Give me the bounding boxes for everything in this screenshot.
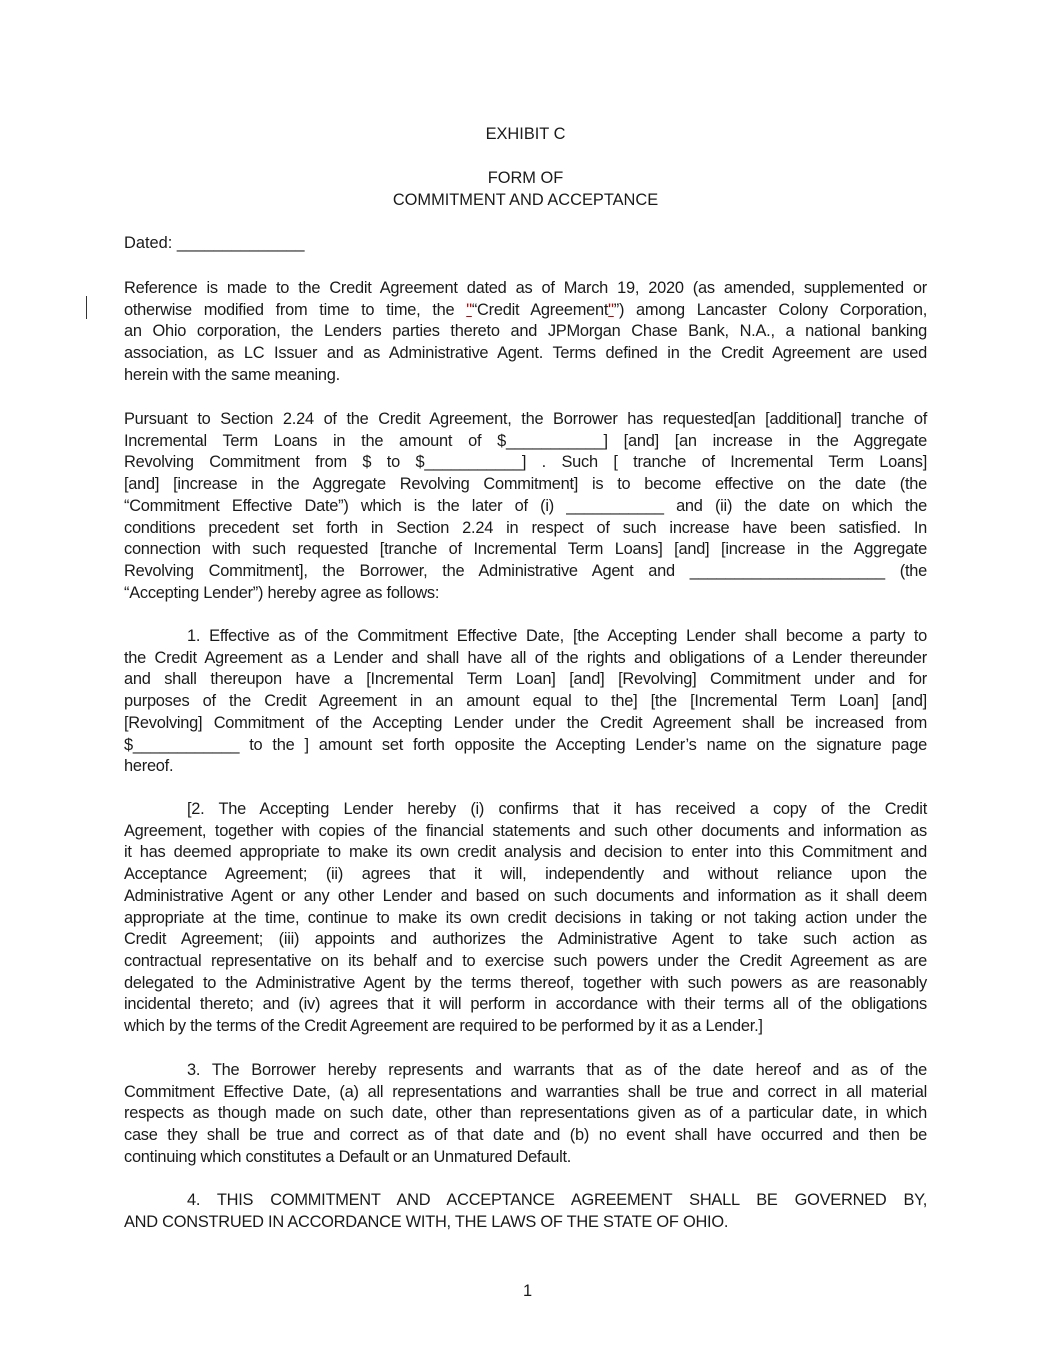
text-line: purposes of the Credit Agreement in an amount equal to the] [the [Incremental Term Loan] [and]: [124, 692, 927, 711]
text-line: AND CONSTRUED IN ACCORDANCE WITH, THE LAWS OF THE STATE OF OHIO.: [124, 1212, 729, 1231]
text-line: it has deemed appropriate to make its own credit analysis and decision to enter into this Commitment and: [124, 843, 927, 862]
text-line: 3. The Borrower hereby represents and warrants that as of the date hereof and as of the: [187, 1061, 927, 1079]
exhibit-title: EXHIBIT C: [485, 125, 566, 143]
text-line: conditions precedent set forth in Section 2.24 in respect of such increase have been satisfied. In: [124, 518, 927, 537]
text-line: Pursuant to Section 2.24 of the Credit Agreement, the Borrower has requested[an [additional] tranche of: [124, 410, 927, 428]
section-2-paragraph: [124, 799, 927, 1038]
text-line: Administrative Agent or any other Lender and based on such documents and information as it shall deem: [124, 886, 927, 905]
text-line: [Revolving] Commitment of the Accepting Lender under the Credit Agreement shall be increased from: [124, 713, 927, 732]
text-line: incidental thereto; and (iv) agrees that it will perform in accordance with their terms all of the obligations: [124, 995, 927, 1014]
text-line: Reference is made to the Credit Agreement dated as of March 19, 2020 (as amended, supplemented or: [124, 279, 927, 297]
text-line: contractual representative on its behalf and to exercise such powers under the Credit Agreement as are: [124, 951, 927, 970]
section-1-paragraph: [124, 626, 927, 778]
section-3-paragraph: [124, 1060, 927, 1169]
text-line: Revolving Commitment], the Borrower, the Administrative Agent and ______________________ (the: [124, 561, 927, 580]
text-line: Incremental Term Loans in the amount of $___________] [and] [an increase in the Aggregate: [124, 431, 927, 450]
section-4-paragraph: [124, 1190, 927, 1233]
text-line: connection with such requested [tranche of Incremental Term Loans] [and] [increase in the Aggregate: [124, 540, 927, 559]
text-line: “Accepting Lender”) hereby agree as follows:: [124, 583, 440, 602]
text-line: continuing which constitutes a Default or an Unmatured Default.: [124, 1147, 572, 1166]
text-line: Revolving Commitment from $ to $___________] . Such [ tranche of Incremental Term Loans]: [124, 453, 927, 472]
paragraph-pursuant: [124, 409, 927, 604]
text-line: which by the terms of the Credit Agreement are required to be performed by it as a Lender.]: [124, 1017, 763, 1036]
text-line: Agreement, together with copies of the financial statements and such other documents and information as: [124, 821, 927, 840]
text-line: 1. Effective as of the Commitment Effective Date, [the Accepting Lender shall become a party to: [187, 627, 927, 645]
redline-deletion: ": [608, 300, 614, 319]
paragraph-reference: [124, 278, 927, 387]
text-line: 4. THIS COMMITMENT AND ACCEPTANCE AGREEMENT SHALL BE GOVERNED BY,: [187, 1191, 927, 1209]
text-line: delegated to the Administrative Agent by the terms thereof, together with such powers as are reasonably: [124, 973, 927, 992]
text-line: otherwise modified from time to time, the "“Credit Agreement"”) among Lancaster Colony Corporation,: [124, 300, 928, 319]
redline-deletion: ": [466, 300, 472, 319]
text-line: “Commitment Effective Date”) which is the later of (i) ___________ and (ii) the date on which the: [124, 496, 927, 515]
text-line: respects as though made on such date, other than representations given as of a particular date, in which: [124, 1104, 927, 1123]
text-line: an Ohio corporation, the Lenders parties thereto and JPMorgan Chase Bank, N.A., a national banking: [124, 322, 927, 341]
revision-change-bar: [86, 296, 87, 319]
text-line: and shall thereupon have a [Incremental Term Loan] [and] [Revolving] Commitment under and for: [124, 670, 927, 689]
text-line: association, as LC Issuer and as Administrative Agent. Terms defined in the Credit Agreement are used: [124, 344, 927, 363]
commitment-heading: COMMITMENT AND ACCEPTANCE: [392, 191, 659, 209]
text-line: Commitment Effective Date, (a) all representations and warranties shall be true and correct in all material: [124, 1082, 927, 1101]
text-line: Credit Agreement; (iii) appoints and authorizes the Administrative Agent to take such action as: [124, 930, 927, 949]
text-line: hereof.: [124, 757, 174, 776]
text-line: appropriate at the time, continue to make its own credit decisions in taking or not taking action under the: [124, 908, 927, 927]
text-line: Acceptance Agreement; (ii) agrees that it will, independently and without reliance upon the: [124, 865, 927, 884]
text-line: [2. The Accepting Lender hereby (i) confirms that it has received a copy of the Credit: [187, 800, 927, 818]
dated-line: Dated: ______________: [124, 234, 305, 252]
text-line: $____________ to the ] amount set forth opposite the Accepting Lender’s name on the signature page: [124, 735, 927, 754]
text-line: the Credit Agreement as a Lender and shall have all of the rights and obligations of a Lender thereunder: [124, 648, 927, 667]
page-number: 1: [522, 1282, 533, 1300]
text-line: [and] [increase in the Aggregate Revolving Commitment] is to become effective on the date (the: [124, 475, 927, 494]
text-line: case they shall be true and correct as of that date and (b) no event shall have occurred and then be: [124, 1126, 927, 1145]
text-line: herein with the same meaning.: [124, 365, 340, 384]
form-of-heading: FORM OF: [487, 169, 564, 187]
